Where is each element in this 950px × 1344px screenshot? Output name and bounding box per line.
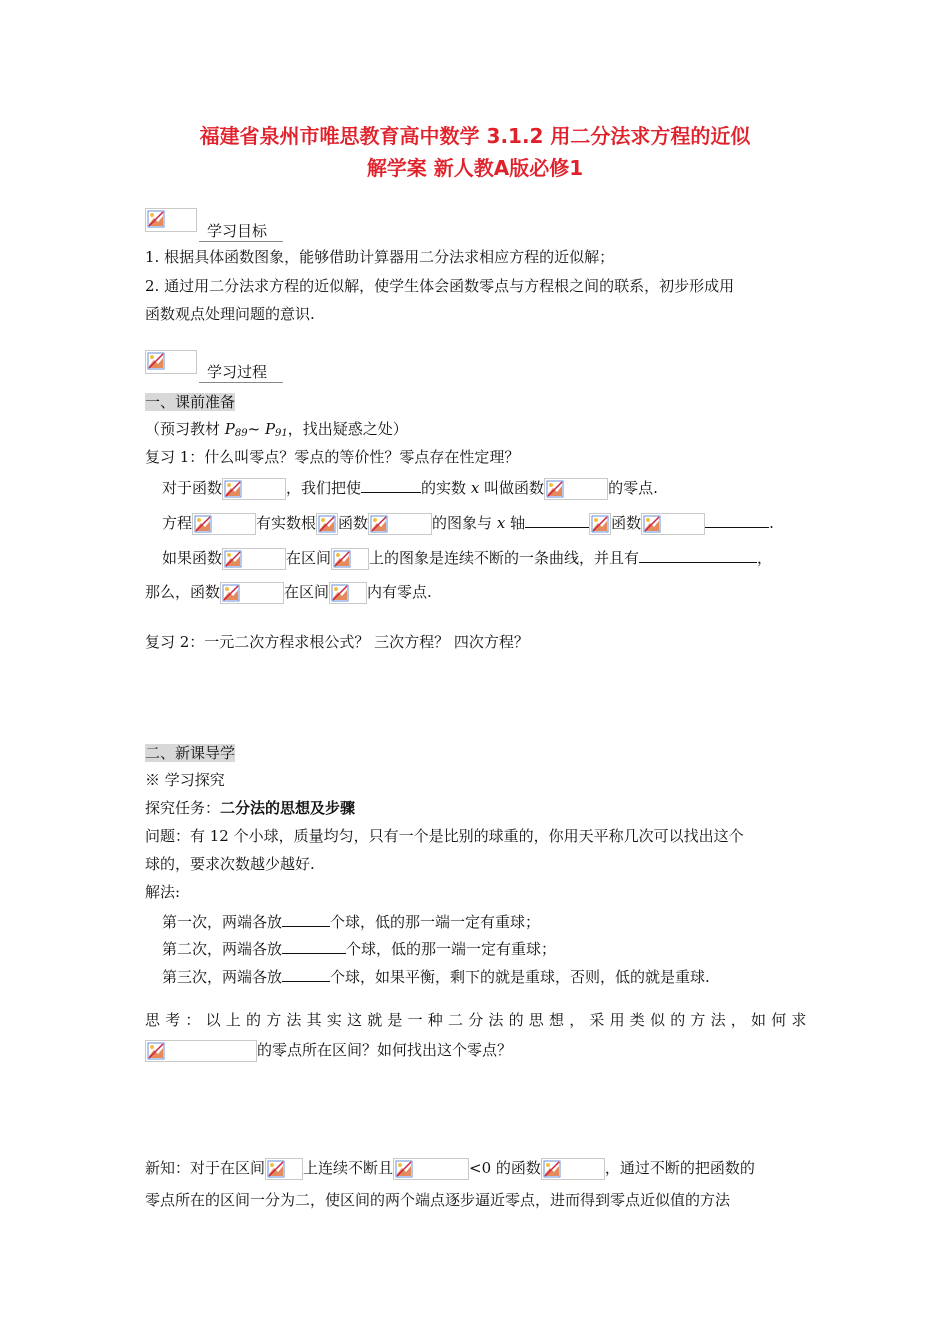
fill-blank <box>282 937 346 954</box>
question-line-b: 球的，要求次数越少越好. <box>145 855 315 873</box>
fill-blank <box>639 546 757 563</box>
document-title <box>120 120 830 184</box>
formula-image <box>222 548 286 570</box>
process-heading-image <box>145 350 197 374</box>
formula-image <box>329 582 367 604</box>
fill-blank <box>361 476 421 493</box>
formula-image <box>331 548 369 570</box>
formula-image <box>589 513 611 535</box>
review-1-row-1: 对于函数 ，我们把使 的实数 x 叫做函数 的零点. <box>162 476 658 500</box>
formula-image <box>393 1158 469 1180</box>
formula-image <box>192 513 256 535</box>
preview-line: （预习教材 $P_{89}\sim$ $P_{91}$，找出疑惑之处） <box>145 420 408 439</box>
solution-label: 解法: <box>145 883 181 901</box>
review-2: 复习 2：一元二次方程求根公式？ 三次方程？ 四次方程？ <box>145 633 529 651</box>
formula-image <box>316 513 338 535</box>
fill-blank <box>705 511 769 528</box>
goal-2-line-b: 函数观点处理问题的意识. <box>145 305 315 323</box>
title-line-2: 解学案 新人教A版必修1 <box>366 156 584 180</box>
review-1-row-4: 那么，函数 在区间 内有零点. <box>145 581 432 604</box>
fill-blank <box>282 910 330 927</box>
question-line-a: 问题：有 12 个小球，质量均匀，只有一个是比别的球重的，你用天平称几次可以找出这个 <box>145 827 744 845</box>
formula-image <box>222 478 286 500</box>
new-knowledge-line-b: 零点所在的区间一分为二，使区间的两个端点逐步逼近零点，进而得到零点近似值的方法 <box>145 1191 731 1209</box>
formula-image <box>641 513 705 535</box>
formula-image <box>541 1158 605 1180</box>
explore-heading: ※ 学习探究 <box>145 771 225 789</box>
formula-image <box>368 513 432 535</box>
broken-image-icon <box>145 208 197 232</box>
review-1-row-2: 方程 有实数根 函数 的图象与 x 轴 函数 . <box>162 511 774 535</box>
formula-image <box>145 1040 257 1062</box>
process-heading: 学习过程 <box>199 362 283 383</box>
formula-image <box>265 1158 303 1180</box>
formula-image <box>544 478 608 500</box>
review-1-row-3: 如果函数 在区间 上的图象是连续不断的一条曲线，并且有 ， <box>162 546 772 570</box>
think-line-b: 的零点所在区间？如何找出这个零点？ <box>145 1039 512 1062</box>
title-line-1: 福建省泉州市唯思教育高中数学 3.1.2 用二分法求方程的近似 <box>199 124 751 148</box>
review-1: 复习 1：什么叫零点？零点的等价性？零点存在性定理？ <box>145 448 520 466</box>
goal-2-line-a: 2. 通过用二分法求方程的近似解，使学生体会函数零点与方程根之间的联系，初步形成用 <box>145 277 735 295</box>
part-2-heading: 二、新课导学 <box>145 744 236 762</box>
formula-image <box>220 582 284 604</box>
fill-blank <box>525 511 589 528</box>
new-knowledge-line-a: 新知：对于在区间 上连续不断且 <0 的函数 ，通过不断的把函数的 <box>145 1157 755 1180</box>
part-1-heading: 一、课前准备 <box>145 393 236 411</box>
fill-blank <box>282 965 330 982</box>
step-2: 第二次，两端各放 个球，低的那一端一定有重球； <box>162 937 556 960</box>
step-1: 第一次，两端各放 个球，低的那一端一定有重球； <box>162 910 540 933</box>
goals-heading: 学习目标 <box>199 221 283 242</box>
step-3: 第三次，两端各放 个球，如果平衡，剩下的就是重球，否则，低的就是重球. <box>162 965 710 988</box>
goal-1: 1. 根据具体函数图象，能够借助计算器用二分法求相应方程的近似解； <box>145 248 615 266</box>
think-line-a: 思考：以上的方法其实这就是一种二分法的思想，采用类似的方法，如何求 <box>145 1011 812 1029</box>
goals-heading-image <box>145 208 197 232</box>
task-line: 探究任务：二分法的思想及步骤 <box>145 799 356 817</box>
broken-image-icon <box>145 350 197 374</box>
